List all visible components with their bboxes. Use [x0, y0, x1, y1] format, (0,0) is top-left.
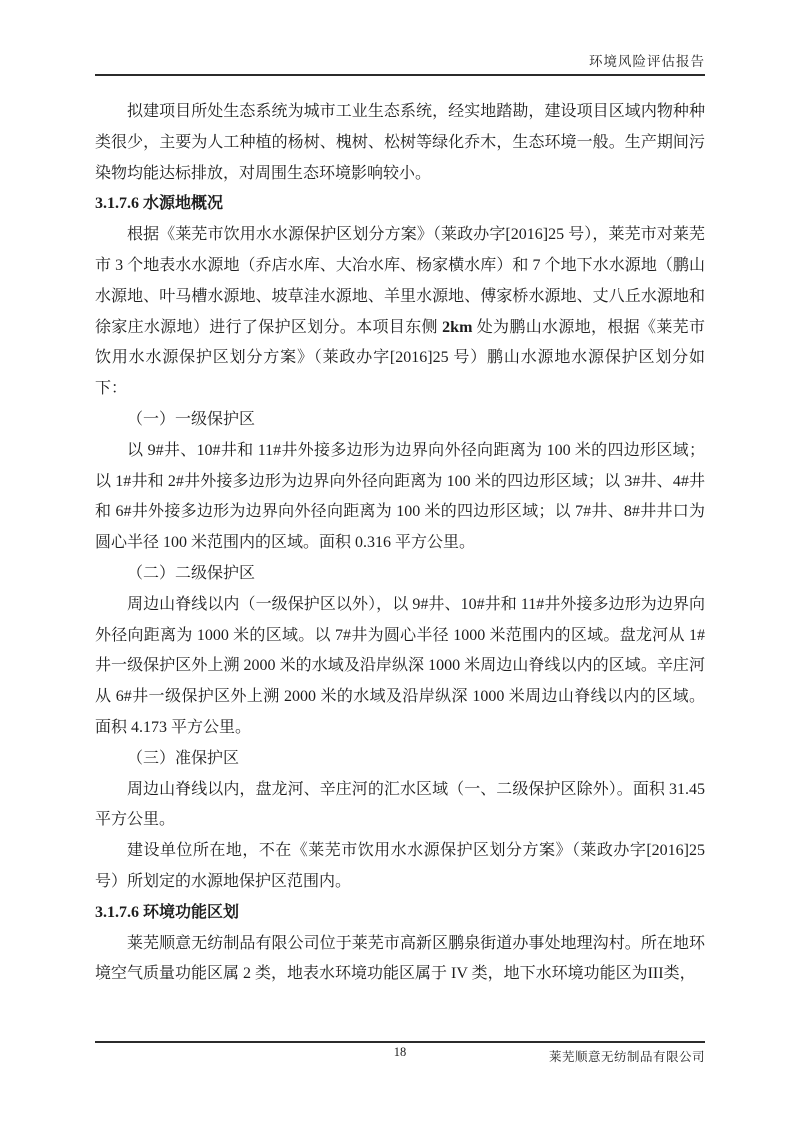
text-run: 莱芜顺意无纺制品有限公司位于莱芜市高新区鹏泉街道办事处地理沟村。所在地环境空气质量功能区属 2 类，地表水环境功能区属于 IV 类，地下水环境功能区为III类，	[95, 934, 705, 983]
text-run: 拟建项目所处生态系统为城市工业生态系统，经实地踏勘，建设项目区域内物种种类很少，主要为人工种植的杨树、槐树、松树等绿化乔木，生态环境一般。生产期间污染物均能达标排放，对周围生态环境影响较小。	[95, 103, 705, 182]
paragraph	[95, 220, 705, 405]
text-run: 3.1.7.6 水源地概况	[95, 195, 224, 213]
text-run: 以 9#井、10#井和 11#井外接多边形为边界向外径向距离为 100 米的四边形区域；以 1#井和 2#井外接多边形为边界向外径向距离为 100 米的四边形区域；以 3#井、4#井和 6#井外接多边形为边界向外径向距离为 100 米的四边形区域；以 7#井、8#井井口为圆心半径 100 米范围内的区域。面积 0.316 平方公里。	[95, 441, 705, 552]
paragraph	[95, 590, 705, 744]
paragraph	[95, 744, 705, 775]
section-heading	[95, 898, 705, 929]
document-body	[95, 97, 705, 990]
text-run: （三）准保护区	[127, 749, 240, 767]
text-run: （二）二级保护区	[127, 564, 256, 582]
text-run: 处为鹏山水源地，根据《莱芜市饮用水水源保护区划分方案》（莱政办字[2016]25 号）鹏山水源地水源保护区划分如下：	[95, 318, 705, 398]
text-run: 周边山脊线以内（一级保护区以外），以 9#井、10#井和 11#井外接多边形为边界向外径向距离为 1000 米的区域。以 7#井为圆心半径 1000 米范围内的区域。盘龙河从 1#井一级保护区外上溯 2000 米的水域及沿岸纵深 1000 米周边山脊线以内的区域。辛庄河从 6#井一级保护区外上溯 2000 米的水域及沿岸纵深 1000 米周边山脊线以内的区域。面积 4.173 平方公里。	[95, 595, 705, 736]
paragraph	[95, 929, 705, 991]
paragraph	[95, 836, 705, 898]
paragraph	[95, 405, 705, 436]
text-run: 周边山脊线以内，盘龙河、辛庄河的汇水区域（一、二级保护区除外）。面积 31.45 平方公里。	[95, 780, 705, 829]
paragraph	[95, 775, 705, 837]
text-run: 建设单位所在地，不在《莱芜市饮用水水源保护区划分方案》（莱政办字[2016]25 号）所划定的水源地保护区范围内。	[95, 842, 705, 890]
section-heading	[95, 189, 705, 220]
paragraph	[95, 436, 705, 559]
header-title: 环境风险评估报告	[589, 54, 705, 69]
paragraph	[95, 97, 705, 189]
page-footer	[95, 1041, 705, 1065]
paragraph	[95, 559, 705, 590]
page-header	[95, 50, 705, 76]
footer-page-number: 18	[393, 1045, 407, 1059]
text-run: （一）一级保护区	[127, 410, 256, 428]
text-run: 根据《莱芜市饮用水水源保护区划分方案》（莱政办字[2016]25 号），莱芜市对莱芜市 3 个地表水水源地（乔店水库、大冶水库、杨家横水库）和 7 个地下水水源地（鹏山水源地、叶马槽水源地、坡草洼水源地、羊里水源地、傅家桥水源地、丈八丘水源地和徐家庄水源地）进行了保护区划分。本项目东侧	[95, 226, 705, 336]
footer-company: 莱芜顺意无纺制品有限公司	[548, 1050, 705, 1064]
text-run: 3.1.7.6 环境功能区划	[95, 903, 240, 921]
emphasized-text: 2km	[442, 318, 473, 336]
